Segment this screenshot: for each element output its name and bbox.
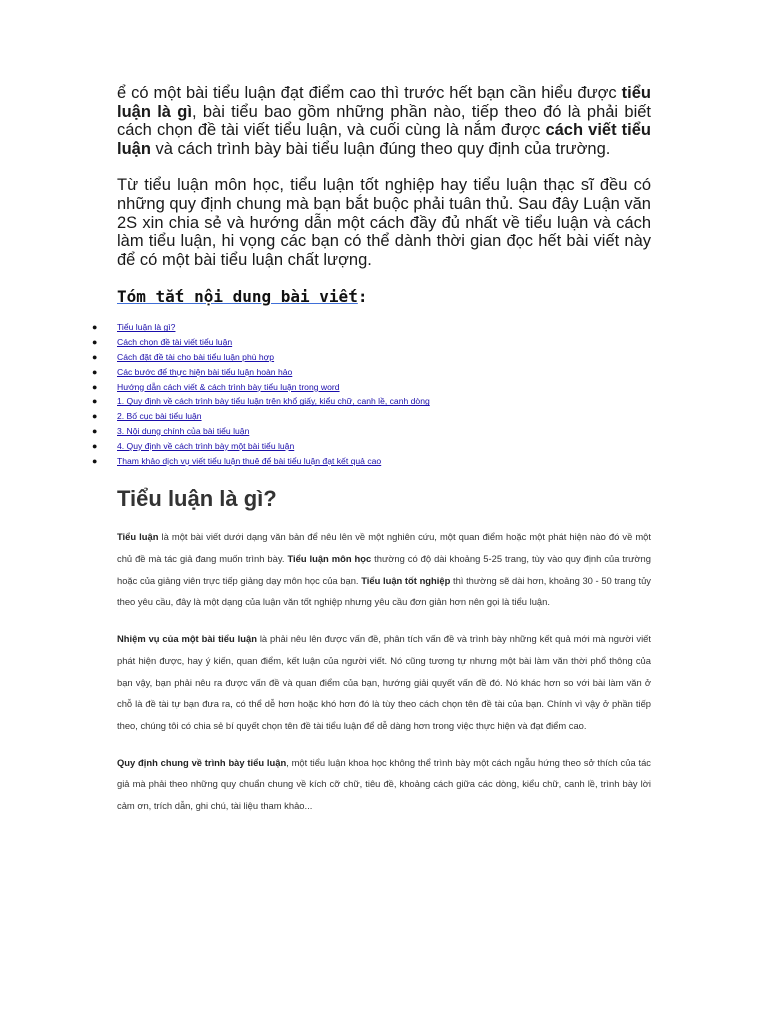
bold-run: Tiểu luận	[117, 531, 159, 543]
bold-run: Tiểu luận tốt nghiệp	[361, 574, 451, 586]
body-paragraph	[117, 752, 651, 817]
toc-title-colon: :	[357, 287, 368, 307]
intro-paragraph-2: Từ tiểu luận môn học, tiểu luận tốt nghiệp hay tiểu luận thạc sĩ đều có những quy định chung mà bạn bắt buộc phải tuân thủ. Sau đây Luận văn 2S xin chia sẻ và hướng dẫn một cách đầy đủ nhất về tiểu luận và cách làm tiểu luận, hi vọng các bạn có thể dành thời gian đọc hết bài viết này để có một bài tiểu luận chất lượng.	[117, 176, 651, 269]
toc-item	[92, 365, 651, 380]
document-page	[92, 84, 652, 832]
toc-title-text: Tóm tắt nội dung bài viết	[117, 287, 358, 307]
toc-link[interactable]: Cách chọn đề tài viết tiểu luận	[117, 337, 233, 348]
bullet-icon: ●	[92, 381, 98, 392]
toc-item	[92, 394, 651, 409]
bullet-icon: ●	[92, 455, 98, 466]
toc-item	[92, 350, 651, 365]
text-run: là một bài viết dưới dạng văn bản để nêu lên về một nghiên cứu, một quan điểm hoặc một phát hiện nào đó về một chủ đề mà tác giả đang muốn trình bày.	[117, 531, 651, 565]
toc-link[interactable]: Tham khảo dịch vụ viết tiểu luận thuê để bài tiểu luận đạt kết quả cao	[117, 455, 382, 466]
toc-link[interactable]: 2. Bố cục bài tiểu luận	[117, 411, 202, 422]
intro-paragraph-1	[117, 84, 651, 158]
bold-run: Nhiệm vụ của một bài tiểu luận	[117, 633, 257, 645]
bullet-icon: ●	[92, 411, 98, 422]
toc-link[interactable]: 1. Quy định về cách trình bày tiểu luận trên khổ giấy, kiểu chữ, canh lề, canh dòng	[117, 396, 430, 407]
intro-p1-bold-run: tiểu luận là gì	[117, 84, 651, 121]
toc-item	[92, 320, 651, 335]
toc-item	[92, 335, 651, 350]
intro-p1-run: và cách trình bày bài tiểu luận đúng theo quy định của trường.	[150, 139, 611, 158]
text-run: là phải nêu lên được vấn đề, phân tích vấn đề và trình bày những kết quả mới mà người viết phát hiện được, hay ý kiến, quan điểm, kết luận của người viết. Nó cũng tương tự nhưng một bài làm văn thời phổ thông của bạn vậy, bạn phải nêu ra được vấn đề và quan điểm của bạn, hướng giải quyết vấn đề đó. Nó khác hơn so với bài làm văn ở chỗ là đề tài tự bạn đưa ra, có thể dễ hơn hoặc khó hơn đó là tùy theo cách chọn tên đề tài của bạn. Chính vì vậy ở phần tiếp theo, chúng tôi có chia sẻ bí quyết chọn tên đề tài tiểu luận để dễ dàng hơn trong việc thực hiện và đạt điểm cao.	[117, 633, 651, 731]
toc-title	[117, 287, 651, 306]
bullet-icon: ●	[92, 337, 98, 348]
bullet-icon: ●	[92, 425, 98, 436]
section-body	[117, 526, 651, 816]
toc-link[interactable]: Hướng dẫn cách viết & cách trình bày tiểu luận trong word	[117, 381, 340, 392]
bullet-icon: ●	[92, 322, 98, 333]
intro-p1-bold-run: cách viết tiểu luận	[117, 121, 652, 158]
toc-link[interactable]: 3. Nội dung chính của bài tiểu luận	[117, 425, 250, 436]
body-paragraph	[117, 628, 651, 737]
body-paragraph	[117, 526, 651, 613]
toc-item	[92, 439, 651, 454]
toc-item	[92, 454, 651, 469]
bullet-icon: ●	[92, 366, 98, 377]
toc-item	[92, 409, 651, 424]
toc-link[interactable]: 4. Quy định về cách trình bày một bài tiểu luận	[117, 440, 295, 451]
bullet-icon: ●	[92, 351, 98, 362]
toc-item	[92, 380, 651, 395]
text-run: thường có độ dài khoảng 5-25 trang, tùy vào quy định của trường hoặc của giảng viên trực tiếp giảng dạy môn học của bạn.	[117, 553, 651, 586]
toc-link[interactable]: Cách đặt đề tài cho bài tiểu luận phù hợp	[117, 351, 275, 362]
text-run: thì thường sẽ dài hơn, khoảng 30 - 50 trang tủy theo yêu cầu, đây là một dạng của luận văn tốt nghiệp nhưng yêu cầu đơn giản hơn nên gọi là tiểu luận.	[117, 574, 651, 608]
text-run: , một tiểu luận khoa học không thể trình bày một cách ngẫu hứng theo sở thích của tác giả mà phải theo những quy chuẩn chung về kích cỡ chữ, tiêu đề, khoảng cách giữa các dòng, kiểu chữ, canh lề, trình bày lời cảm ơn, trích dẫn, ghi chú, tài liệu tham khảo...	[117, 756, 651, 812]
bold-run: Tiểu luận môn học	[287, 553, 372, 565]
toc-link[interactable]: Tiểu luận là gì?	[117, 322, 176, 333]
toc-list	[92, 320, 651, 468]
bullet-icon: ●	[92, 440, 98, 451]
bullet-icon: ●	[92, 396, 98, 407]
toc-item	[92, 424, 651, 439]
intro-p1-run: ể có một bài tiểu luận đạt điểm cao thì trước hết bạn cần hiểu được	[117, 84, 622, 102]
intro-p1-run: , bài tiểu bao gồm những phần nào, tiếp theo đó là phải biết cách chọn đề tài viết tiểu luận, và cuối cùng là nắm được	[117, 102, 651, 140]
bold-run: Quy định chung về trình bày tiểu luận	[117, 756, 287, 768]
section-heading: Tiểu luận là gì?	[117, 486, 277, 512]
toc-link[interactable]: Các bước để thực hiện bài tiểu luận hoàn hảo	[117, 366, 293, 377]
